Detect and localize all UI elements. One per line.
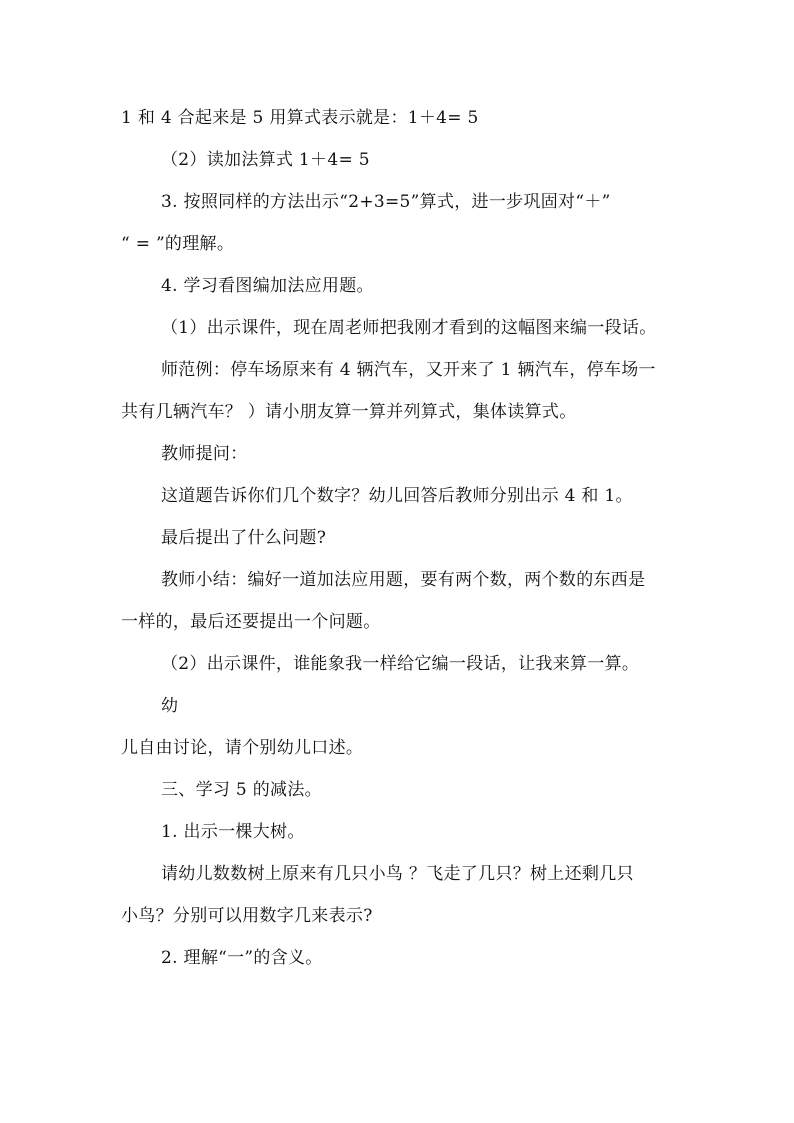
text-line-17: 三、学习 5 的减法。 [161,780,322,800]
text-line-10: 这道题告诉你们几个数字？幼儿回答后教师分别出示 4 和 1。 [161,486,633,506]
text-line-19: 请幼儿数数树上原来有几只小鸟 ？飞走了几只？树上还剩几只 [161,864,634,884]
text-line-20: 小鸟？分别可以用数字几来表示? [121,906,373,926]
text-line-6: （1）出示课件，现在周老师把我刚才看到的这幅图来编一段话。 [161,318,657,338]
text-line-18: 1. 出示一棵大树。 [161,822,305,842]
text-line-15: 幼 [161,696,179,716]
text-line-2: （2）读加法算式 1＋4= 5 [161,150,370,170]
text-line-5: 4. 学习看图编加法应用题。 [161,276,374,296]
text-line-8: 共有几辆汽车？ ）请小朋友算一算并列算式，集体读算式。 [121,402,577,422]
text-line-13: 一样的，最后还要提出一个问题。 [121,612,381,632]
text-line-3: 3. 按照同样的方法出示“2+3=5”算式，进一步巩固对“＋” [161,192,611,212]
text-line-21: 2. 理解“一”的含义。 [161,948,323,968]
text-line-7: 师范例：停车场原来有 4 辆汽车，又开来了 1 辆汽车，停车场一 [161,360,656,380]
text-line-9: 教师提问： [161,444,248,464]
text-line-4: “ = ”的理解。 [121,234,235,254]
text-line-1: 1 和 4 合起来是 5 用算式表示就是：1＋4= 5 [121,108,479,128]
text-line-16: 儿自由讨论，请个别幼儿口述。 [121,738,364,758]
text-line-12: 教师小结：编好一道加法应用题，要有两个数，两个数的东西是 [161,570,646,590]
text-line-14: （2）出示课件，谁能象我一样给它编一段话，让我来算一算。 [161,654,640,674]
text-line-11: 最后提出了什么问题? [161,528,327,548]
